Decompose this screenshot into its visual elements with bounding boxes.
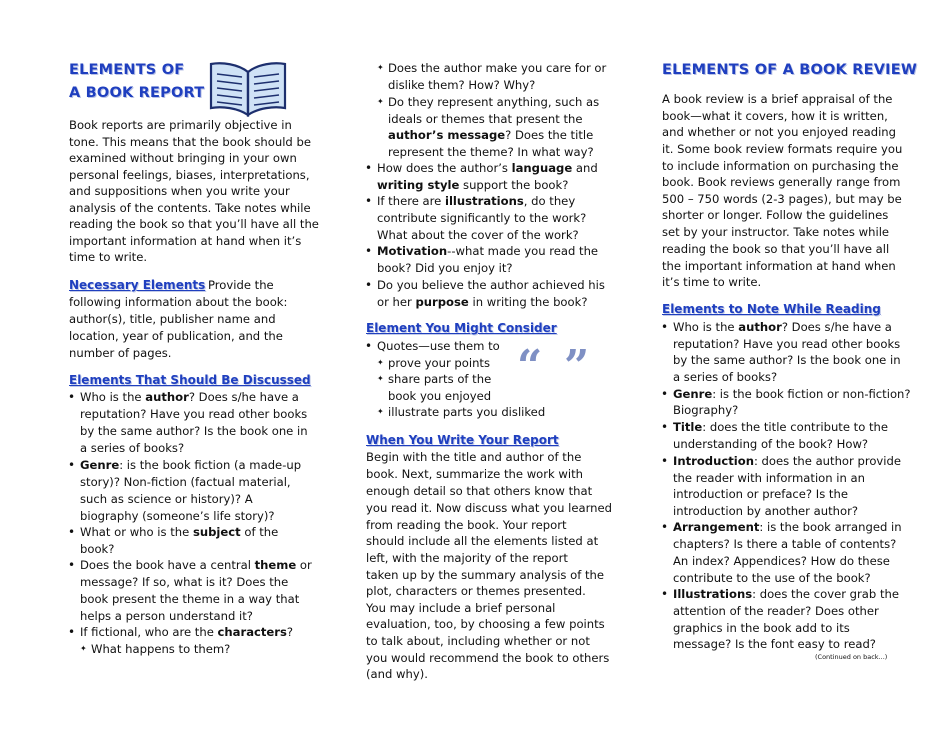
review-intro-line: and whether or not you enjoyed reading	[662, 125, 897, 139]
review-intro-line: it. Some book review formats require you	[662, 141, 903, 156]
necessary-text-line: author(s), title, publisher name and	[69, 312, 276, 326]
bullet-quotes: • Quotes—use them to	[377, 338, 500, 354]
bullet-line: introduction by another author?	[673, 503, 858, 518]
bullet-line: reputation? Have you read other books	[673, 336, 901, 351]
bullet-motivation: • Motivation--what made you read the	[377, 243, 598, 259]
continued-note: (Continued on back...)	[815, 653, 888, 661]
bullet-genre: • Genre: is the book fiction (a made-up	[80, 457, 301, 473]
necessary-elements-heading: Necessary Elements	[69, 278, 206, 292]
bullet-line: graphics in the book add to its	[673, 620, 850, 635]
review-intro-line: to include information on purchasing the	[662, 158, 899, 173]
intro-line: tone. This means that the book should be	[69, 134, 311, 149]
sub-bullet-line: dislike them? How? Why?	[388, 78, 536, 92]
write-text-line: you would recommend the book to others	[366, 651, 610, 665]
title-line-1: ELEMENTS OF	[69, 62, 185, 78]
bullet-theme: • Does the book have a central theme or	[80, 557, 312, 573]
write-text-line: Begin with the title and author of the	[366, 450, 582, 464]
sub-bullet-line: ideals or themes that present the	[388, 111, 583, 126]
bullet-line: message? If so, what is it? Does the	[80, 575, 289, 589]
bullet-line: book?	[80, 542, 115, 556]
review-title: ELEMENTS OF A BOOK REVIEW	[662, 62, 918, 78]
write-text-line: You may include a brief personal	[366, 601, 556, 615]
bullet-line: book? Did you enjoy it?	[377, 261, 513, 275]
bullet-line: chapters? Is there a table of contents?	[673, 537, 897, 551]
bullet-line: by the same author? Is the book one in	[80, 424, 308, 438]
write-text-line: book. Next, summarize the work with	[366, 467, 584, 481]
sub-bullet: ✦ share parts of the	[388, 371, 491, 387]
bullet-line: message? Is the font easy to read?	[673, 637, 876, 651]
write-text-line: left, with the majority of the report	[366, 551, 568, 565]
intro-line: time to write.	[69, 250, 148, 264]
bullet-line: understanding of the book? How?	[673, 437, 869, 451]
open-quote-icon: “	[517, 341, 543, 392]
consider-heading: Element You Might Consider	[366, 321, 557, 335]
bullet-line: introduction or preface? Is the	[673, 487, 848, 501]
discussed-heading: Elements That Should Be Discussed	[69, 373, 311, 387]
review-intro-line: set by your instructor. Take notes while	[662, 225, 890, 239]
review-intro-line: A book review is a brief appraisal of the	[662, 92, 893, 106]
write-text-line: evaluation, too, by choosing a few points	[366, 617, 605, 631]
bullet-line: Biography?	[673, 403, 739, 417]
bullet-author: • Who is the author? Does s/he have a	[673, 319, 892, 335]
intro-line: examined without bringing in your own	[69, 151, 297, 165]
bullet-line: a series of books?	[673, 369, 778, 384]
intro-line: Book reports are primarily objective in	[69, 118, 292, 132]
sub-bullet-line: represent the theme? In what way?	[388, 144, 594, 159]
necessary-text-line: location, year of publication, and the	[69, 329, 283, 343]
intro-line: and suppositions when you write your	[69, 184, 290, 198]
sub-bullet-line: book you enjoyed	[388, 388, 492, 403]
bullet-line: story)? Non-fiction (factual material,	[80, 475, 291, 489]
open-book-icon	[208, 58, 288, 118]
write-text-line: plot, characters or themes presented.	[366, 584, 586, 598]
sub-bullet: ✦ illustrate parts you disliked	[388, 404, 545, 420]
write-text-line: to talk about, including whether or not	[366, 634, 590, 648]
necessary-text-line: Provide the	[208, 278, 274, 292]
close-quote-icon: ”	[564, 341, 590, 392]
review-intro-line: book—what it covers, how it is written,	[662, 108, 888, 123]
bullet-introduction: • Introduction: does the author provide	[673, 453, 901, 469]
sub-bullet: ✦ What happens to them?	[91, 641, 230, 657]
write-text-line: enough detail so that others know that	[366, 484, 593, 498]
bullet-line: or her purpose in writing the book?	[377, 295, 588, 309]
bullet-line: An index? Appendices? How do these	[673, 554, 890, 568]
sub-bullet-line: author’s message? Does the title	[388, 128, 594, 142]
bullet-line: reputation? Have you read other books	[80, 407, 308, 421]
bullet-line: such as science or history)? A	[80, 492, 253, 506]
intro-line: reading the book so that you’ll have all the	[69, 217, 319, 231]
sub-bullet: ✦ Do they represent anything, such as	[388, 94, 599, 110]
bullet-line: contribute significantly to the work?	[377, 211, 587, 225]
bullet-illustrations: • If there are illustrations, do they	[377, 193, 575, 209]
bullet-author: • Who is the author? Does s/he have a	[80, 389, 299, 405]
bullet-subject: • What or who is the subject of the	[80, 524, 278, 540]
bullet-genre: • Genre: is the book fiction or non-fiction?	[673, 386, 911, 402]
sub-bullet: ✦ Does the author make you care for or	[388, 60, 606, 76]
necessary-text-line: number of pages.	[69, 346, 172, 360]
bullet-title: • Title: does the title contribute to the	[673, 419, 888, 435]
intro-line: important information at hand when it’s	[69, 233, 302, 248]
bullet-arrangement: • Arrangement: is the book arranged in	[673, 519, 902, 535]
bullet-line: a series of books?	[80, 441, 185, 455]
bullet-purpose: • Do you believe the author achieved his	[377, 277, 605, 293]
write-text-line: from reading the book. Your report	[366, 518, 567, 532]
review-intro-line: reading the book so that you’ll have all	[662, 242, 890, 256]
write-text-line: you read it. Now discuss what you learned	[366, 501, 612, 515]
bullet-illustrations: • Illustrations: does the cover grab the	[673, 586, 899, 602]
bullet-line: book present the theme in a way that	[80, 592, 300, 606]
write-heading: When You Write Your Report	[366, 433, 559, 447]
bullet-line: What about the cover of the work?	[377, 228, 579, 242]
necessary-text-line: following information about the book:	[69, 295, 288, 309]
intro-line: analysis of the contents. Take notes while	[69, 200, 311, 215]
bullet-line: the reader with information in an	[673, 470, 865, 485]
write-text-line: should include all the elements listed at	[366, 534, 599, 548]
bullet-line: by the same author? Is the book one in	[673, 353, 901, 367]
bullet-line: contribute to the use of the book?	[673, 570, 871, 585]
write-text-line: taken up by the summary analysis of the	[366, 568, 605, 582]
review-intro-line: book. Book reviews generally range from	[662, 175, 901, 189]
bullet-characters: • If fictional, who are the characters?	[80, 624, 293, 640]
review-intro-line: 500 – 750 words (2-3 pages), but may be	[662, 191, 902, 206]
bullet-line: biography (someone’s life story)?	[80, 509, 275, 523]
note-while-reading-heading: Elements to Note While Reading	[662, 302, 881, 316]
bullet-line: attention of the reader? Does other	[673, 604, 879, 618]
bullet-line: writing style support the book?	[377, 178, 569, 192]
bullet-language: • How does the author’s language and	[377, 160, 598, 176]
review-intro-line: it’s time to write.	[662, 275, 762, 289]
bullet-line: helps a person understand it?	[80, 609, 253, 623]
write-text-line: (and why).	[366, 667, 428, 681]
sub-bullet: ✦ prove your points	[388, 355, 490, 371]
intro-line: personal feelings, biases, interpretations,	[69, 167, 310, 182]
review-intro-line: the important information at hand when	[662, 258, 896, 273]
review-intro-line: shorter or longer. Follow the guidelines	[662, 208, 889, 222]
title-line-2: A BOOK REPORT	[69, 85, 205, 101]
